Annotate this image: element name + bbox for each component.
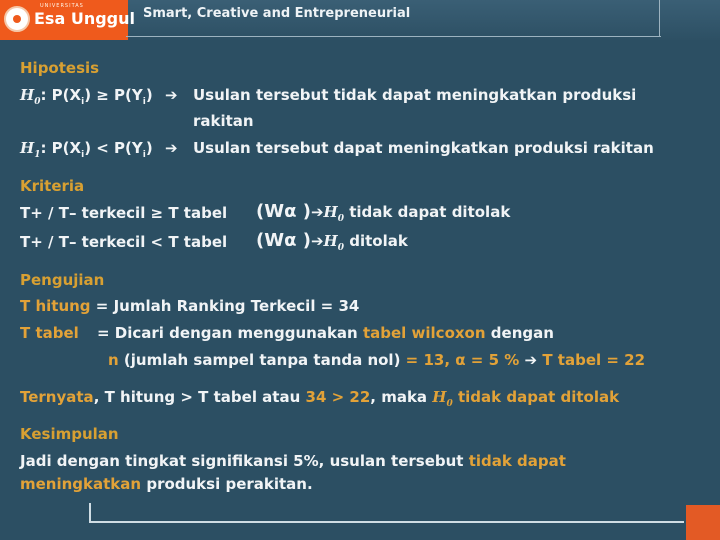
h0-statement-line2: rakitan [193, 112, 254, 130]
h0-condition: $H_0$: $P(X_i) \ge P(Y_i)$ [20, 86, 153, 107]
kesimpulan-line-1: Jadi dengan tingkat signifikansi 5%, usulan tersebut tidak dapat [20, 452, 566, 470]
kriteria-title: Kriteria [20, 177, 85, 195]
arrow-icon: ➔ [524, 351, 538, 369]
logo-emblem-icon [4, 6, 30, 32]
t-tabel-label: T tabel [20, 324, 79, 342]
header-vertical-divider [659, 0, 660, 37]
arrow-icon: ➔ [310, 232, 324, 250]
hipotesis-title: Hipotesis [20, 59, 100, 77]
kriteria-row-2-lead: T+ / T– terkecil < T tabel [20, 233, 228, 251]
t-hitung-line: T hitung = Jumlah Ranking Terkecil = 34 [20, 297, 360, 315]
arrow-icon: ➔ [165, 86, 178, 104]
kesimpulan-line-2: meningkatkan produksi perakitan. [20, 475, 313, 493]
kriteria-row-1-lead: T+ / T– terkecil ≥ T tabel [20, 204, 228, 222]
university-logo [0, 0, 135, 40]
pengujian-title: Pengujian [20, 271, 105, 289]
logo-small-text: UNIVERSITAS [40, 3, 84, 9]
kriteria-row-1-result: (Wα )$➔H_0$ tidak dapat ditolak [256, 201, 511, 224]
kriteria-row-2-result: (Wα )$➔H_0$ ditolak [256, 230, 408, 253]
header-divider [126, 36, 661, 37]
arrow-icon: ➔ [310, 203, 324, 221]
h1-condition: $H_1$: $P(X_i) < P(Y_i)$ [20, 139, 153, 160]
kesimpulan-title: Kesimpulan [20, 425, 119, 443]
logo-text: Esa Unggul [34, 9, 135, 28]
arrow-icon: ➔ [165, 139, 178, 157]
h0-statement-line1: Usulan tersebut tidak dapat meningkatkan produksi [193, 86, 637, 104]
ternyata-line: Ternyata, T hitung > T tabel atau 34 > 22, maka $H_0$ tidak dapat ditolak [20, 388, 620, 409]
footer-accent-box [686, 505, 720, 540]
t-tabel-line: = Dicari dengan menggunakan tabel wilcoxon dengan [97, 324, 554, 342]
tagline: Smart, Creative and Entrepreneurial [143, 6, 411, 21]
n-line: n (jumlah sampel tanpa tanda nol) = 13, α = 5 % ➔ T tabel = 22 [108, 351, 646, 369]
h1-statement: Usulan tersebut dapat meningkatkan produksi rakitan [193, 139, 654, 157]
footer-vertical-line [89, 503, 91, 523]
footer-horizontal-line [89, 521, 684, 523]
